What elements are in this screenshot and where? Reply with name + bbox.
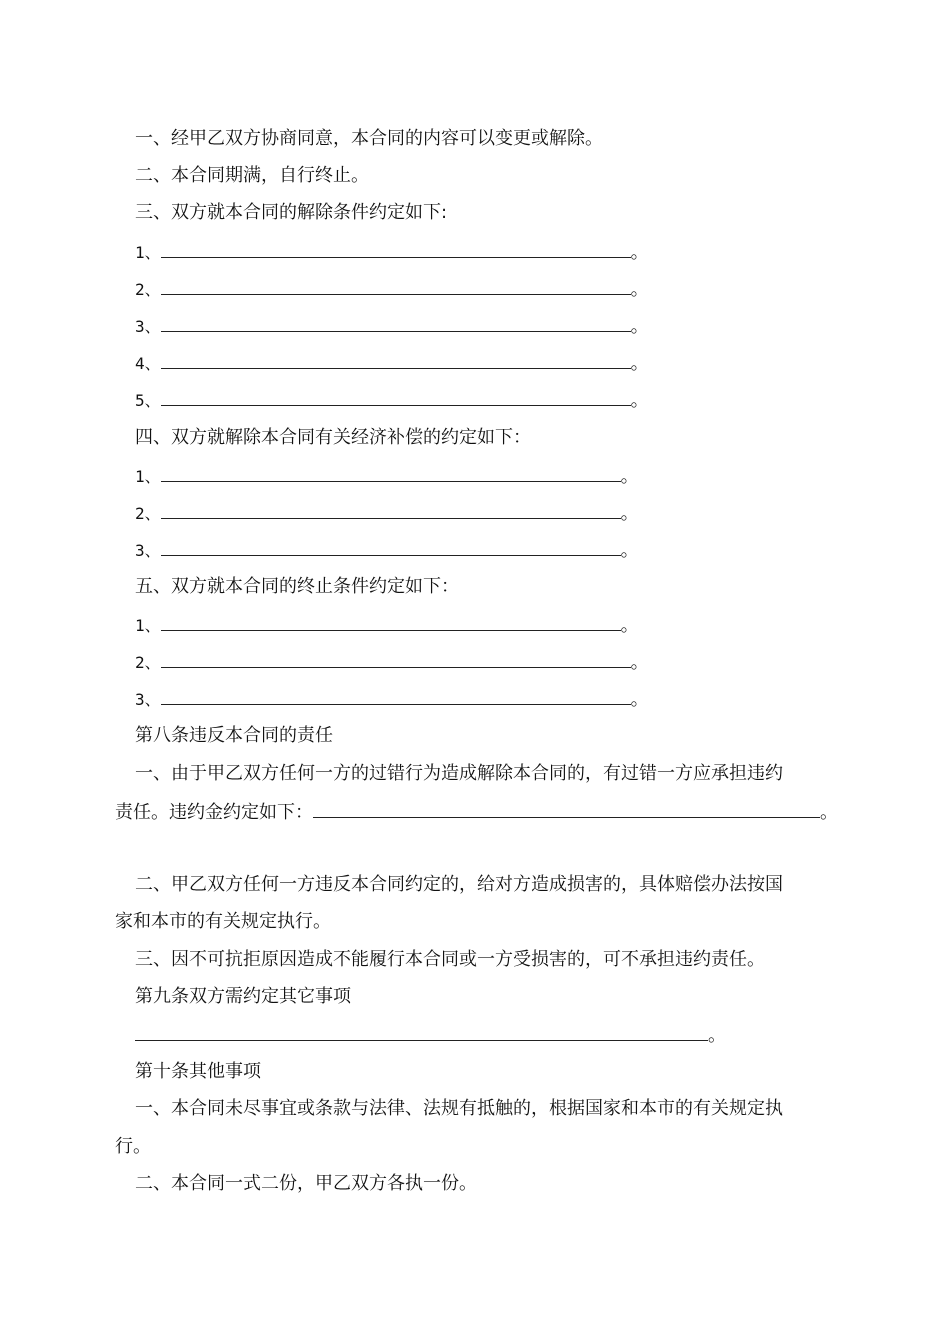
article-8-heading: 第八条违反本合同的责任 (135, 725, 333, 746)
rescission-item-1 (135, 240, 649, 265)
blank-field[interactable] (161, 464, 621, 482)
item-number: 1、 (135, 243, 161, 262)
penalty-blank-field[interactable] (313, 800, 820, 818)
clause-expiry: 二、本合同期满，自行终止。 (135, 165, 369, 186)
clause-modify-terminate: 一、经甲乙双方协商同意，本合同的内容可以变更或解除。 (135, 128, 603, 149)
rescission-item-3 (135, 314, 649, 339)
article-10-heading: 第十条其他事项 (135, 1061, 261, 1082)
blank-field[interactable] (161, 351, 631, 369)
blank-field[interactable] (135, 1023, 708, 1041)
end-mark: 。 (630, 390, 649, 411)
rescission-item-2 (135, 277, 649, 302)
end-mark: 。 (820, 802, 838, 823)
end-mark: 。 (630, 316, 649, 337)
breach-clause-1-line-1: 一、由于甲乙双方任何一方的过错行为造成解除本合同的，有过错一方应承担违约 (135, 763, 783, 784)
item-number: 2、 (135, 504, 161, 523)
end-mark: 。 (630, 689, 649, 710)
penalty-label: 责任。违约金约定如下： (115, 802, 313, 823)
end-mark: 。 (620, 466, 639, 487)
blank-field[interactable] (161, 687, 631, 705)
article-9-heading: 第九条双方需约定其它事项 (135, 986, 351, 1007)
clause-rescission-conditions: 三、双方就本合同的解除条件约定如下: (135, 202, 448, 223)
breach-clause-2-line-1: 二、甲乙双方任何一方违反本合同约定的，给对方造成损害的，具体赔偿办法按国 (135, 874, 783, 895)
breach-clause-1-line-2 (115, 800, 838, 825)
breach-clause-2-line-2: 家和本市的有关规定执行。 (115, 911, 331, 932)
compensation-item-3 (135, 538, 639, 563)
blank-field[interactable] (161, 314, 631, 332)
end-mark: 。 (620, 615, 639, 636)
end-mark: 。 (630, 279, 649, 300)
blank-field[interactable] (161, 277, 631, 295)
misc-clause-2: 二、本合同一式二份，甲乙双方各执一份。 (135, 1173, 477, 1194)
end-mark: 。 (630, 242, 649, 263)
item-number: 3、 (135, 690, 161, 709)
end-mark: 。 (620, 503, 639, 524)
clause-termination-conditions: 五、双方就本合同的终止条件约定如下： (135, 576, 459, 597)
rescission-item-4 (135, 351, 649, 376)
end-mark: 。 (708, 1025, 726, 1046)
blank-field[interactable] (161, 240, 631, 258)
end-mark: 。 (630, 353, 649, 374)
item-number: 3、 (135, 541, 161, 560)
clause-compensation: 四、双方就解除本合同有关经济补偿的约定如下： (135, 427, 531, 448)
item-number: 2、 (135, 280, 161, 299)
blank-field[interactable] (161, 501, 621, 519)
compensation-item-1 (135, 464, 639, 489)
blank-field[interactable] (161, 650, 631, 668)
item-number: 3、 (135, 317, 161, 336)
termination-item-1 (135, 613, 639, 638)
compensation-item-2 (135, 501, 639, 526)
other-matters-line (135, 1023, 726, 1048)
breach-clause-3: 三、因不可抗拒原因造成不能履行本合同或一方受损害的，可不承担违约责任。 (135, 949, 765, 970)
end-mark: 。 (620, 540, 639, 561)
misc-clause-1-line-2: 行。 (115, 1136, 151, 1157)
item-number: 1、 (135, 616, 161, 635)
termination-item-2 (135, 650, 649, 675)
misc-clause-1-line-1: 一、本合同未尽事宜或条款与法律、法规有抵触的，根据国家和本市的有关规定执 (135, 1098, 783, 1119)
item-number: 2、 (135, 653, 161, 672)
item-number: 1、 (135, 467, 161, 486)
item-number: 5、 (135, 391, 161, 410)
blank-field[interactable] (161, 613, 621, 631)
item-number: 4、 (135, 354, 161, 373)
blank-field[interactable] (161, 388, 631, 406)
rescission-item-5 (135, 388, 649, 413)
end-mark: 。 (630, 652, 649, 673)
termination-item-3 (135, 687, 649, 712)
blank-field[interactable] (161, 538, 621, 556)
